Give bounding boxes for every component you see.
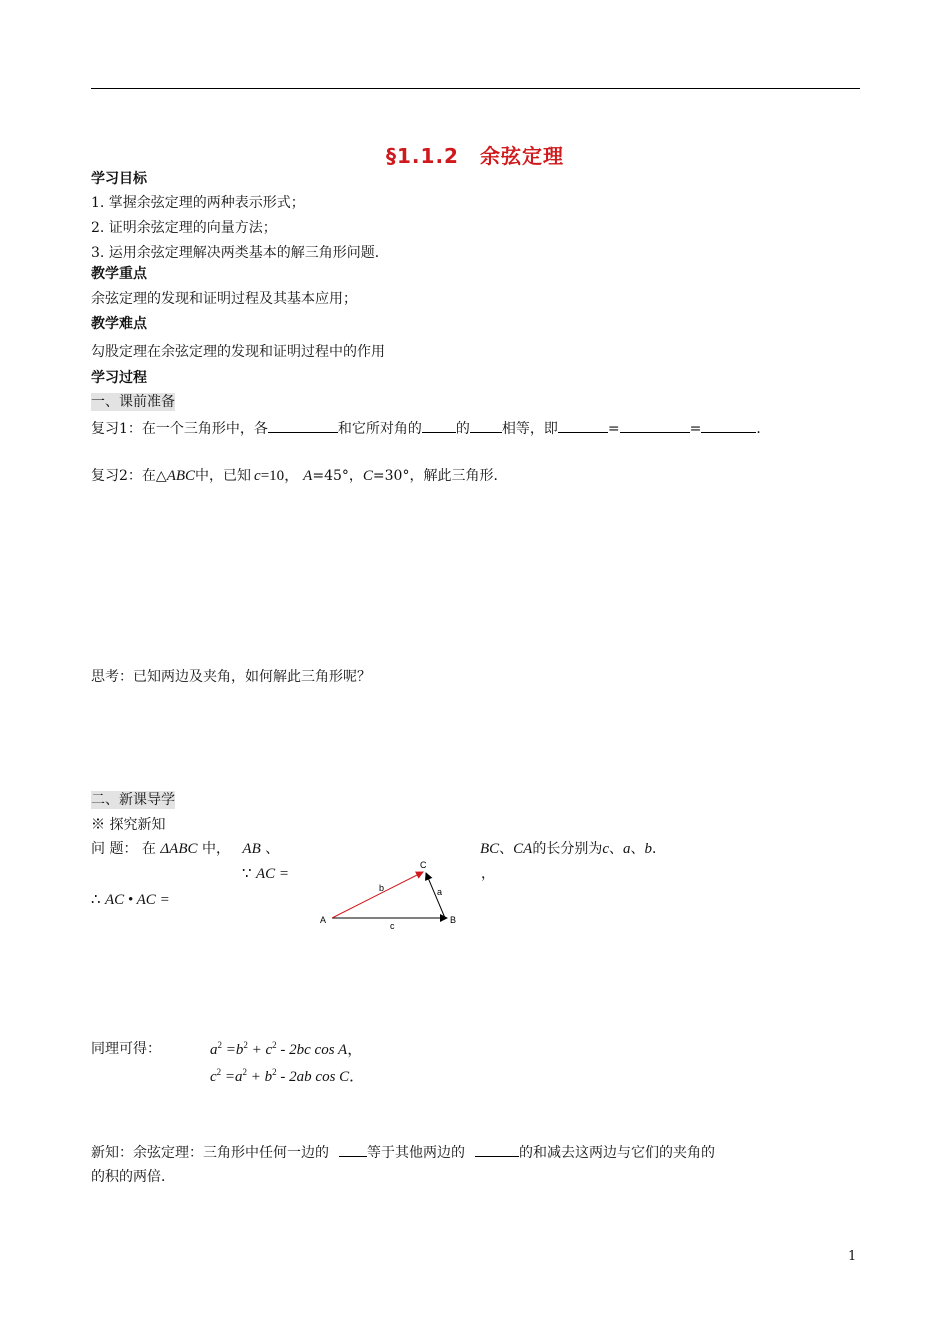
equals-2: = <box>689 421 702 437</box>
because-text: AC = <box>256 866 290 882</box>
problem-sep-2: 、 <box>499 841 514 857</box>
side-ab: AB <box>242 841 261 857</box>
equals-1: = <box>607 421 620 437</box>
vector-bc <box>426 873 445 918</box>
f2-end: ． <box>349 1069 365 1085</box>
therefore-line <box>91 891 170 909</box>
label-b: b <box>379 883 385 893</box>
problem-end: ． <box>652 841 667 857</box>
page-number: 1 <box>848 1249 857 1264</box>
similar-label: 同理可得： <box>91 1041 161 1057</box>
page-title: §1.1.2 余弦定理 <box>386 144 564 168</box>
heading-key: 教学重点 <box>91 266 147 282</box>
review1-end: ． <box>756 421 771 437</box>
newknow-text-a: 新知：余弦定理：三角形中任何一边的 <box>91 1145 329 1161</box>
part1-heading: 一、课前准备 <box>91 394 175 410</box>
f1-rhs: =b <box>225 1042 244 1058</box>
problem-sep-3: 、 <box>609 841 624 857</box>
goal-item-3: 3. 运用余弦定理解决两类基本的解三角形问题． <box>91 245 389 261</box>
explore-heading: ※ 探究新知 <box>91 817 166 833</box>
key-text: 余弦定理的发现和证明过程及其基本应用； <box>91 291 357 307</box>
len-a: a <box>623 841 631 857</box>
blank-8[interactable] <box>475 1142 519 1157</box>
side-c: c <box>254 468 261 484</box>
label-C: C <box>420 860 427 870</box>
part2-heading: 二、新课导学 <box>91 792 175 808</box>
len-c: c <box>602 841 610 857</box>
because-symbol: ∵ <box>242 866 252 882</box>
f2-plus: + b <box>250 1069 273 1085</box>
because-line <box>242 865 289 883</box>
c-value: =10， <box>260 468 300 484</box>
review1-text-d: 相等，即 <box>501 421 558 437</box>
difficult-text: 勾股定理在余弦定理的发现和证明过程中的作用 <box>91 344 385 360</box>
label-A: A <box>320 915 327 925</box>
problem-right <box>480 840 666 858</box>
therefore-text: AC • AC = <box>105 892 170 908</box>
therefore-symbol: ∴ <box>91 892 101 908</box>
triangle-abc: ABC <box>166 468 196 484</box>
triangle-label: ΔABC <box>160 841 198 857</box>
review2-text-a: 复习2：在△ <box>91 468 167 484</box>
f2-lhs: c <box>210 1069 217 1085</box>
blank-4[interactable] <box>558 418 608 433</box>
angle-a: A <box>303 468 313 484</box>
because-comma: ， <box>481 866 495 882</box>
review1-line <box>91 418 770 438</box>
review1-text-b: 和它所对角的 <box>337 421 422 437</box>
side-bc: BC <box>480 841 500 857</box>
heading-process: 学习过程 <box>91 370 147 386</box>
problem-sep-1: 、 <box>265 841 280 857</box>
heading-goals: 学习目标 <box>91 171 147 187</box>
goal-item-2: 2. 证明余弦定理的向量方法； <box>91 220 277 236</box>
f1-end: ， <box>347 1042 363 1058</box>
f2-rhs: =a <box>224 1069 243 1085</box>
label-a: a <box>437 887 443 897</box>
blank-7[interactable] <box>339 1142 367 1157</box>
problem-text-b: 中， <box>201 841 230 857</box>
f2-rest: - 2ab cos C <box>280 1069 350 1085</box>
blank-2[interactable] <box>422 418 456 433</box>
newknow-line2: 的积的两倍． <box>91 1169 175 1185</box>
problem-text-e: 的长分别为 <box>532 841 603 857</box>
think-text: 思考：已知两边及夹角，如何解此三角形呢？ <box>91 669 371 685</box>
top-rule <box>91 88 860 89</box>
review2-text-b: 中，已知 <box>195 468 252 484</box>
review1-text-a: 复习1：在一个三角形中，各 <box>91 421 268 437</box>
blank-6[interactable] <box>701 418 756 433</box>
review1-text-c: 的 <box>455 421 470 437</box>
problem-left <box>91 840 279 858</box>
a-value: =45°， <box>312 468 363 484</box>
blank-3[interactable] <box>470 418 502 433</box>
f1-rest: - 2bc cos A <box>280 1042 348 1058</box>
blank-1[interactable] <box>268 418 338 433</box>
label-c: c <box>390 921 395 931</box>
newknow-text-b: 等于其他两边的 <box>367 1145 465 1161</box>
problem-text-a: 问 题： 在 <box>91 841 156 857</box>
vector-ac <box>332 872 423 918</box>
goal-item-1: 1. 掌握余弦定理的两种表示形式； <box>91 195 305 211</box>
c-angle-value: =30°，解此三角形． <box>372 468 508 484</box>
formula-c: $c^2 =a^2 + b^2 - 2ab$ cos C． <box>210 1067 365 1085</box>
problem-sep-4: 、 <box>630 841 645 857</box>
newknow-line1 <box>91 1142 715 1162</box>
f1-plus: + c <box>251 1042 273 1058</box>
len-b: b <box>644 841 653 857</box>
heading-difficult: 教学难点 <box>91 316 147 332</box>
angle-c: C <box>362 468 373 484</box>
side-ca: CA <box>513 841 533 857</box>
blank-5[interactable] <box>620 418 690 433</box>
newknow-text-c: 的和减去这两边与它们的夹角的 <box>519 1145 715 1161</box>
label-B: B <box>450 915 457 925</box>
f1-lhs: a <box>210 1042 218 1058</box>
formula-a: $a^2 =b^2 + c^2 - 2bc$ cos A， <box>210 1040 363 1058</box>
review2-line <box>91 467 507 485</box>
triangle-figure <box>315 855 465 935</box>
